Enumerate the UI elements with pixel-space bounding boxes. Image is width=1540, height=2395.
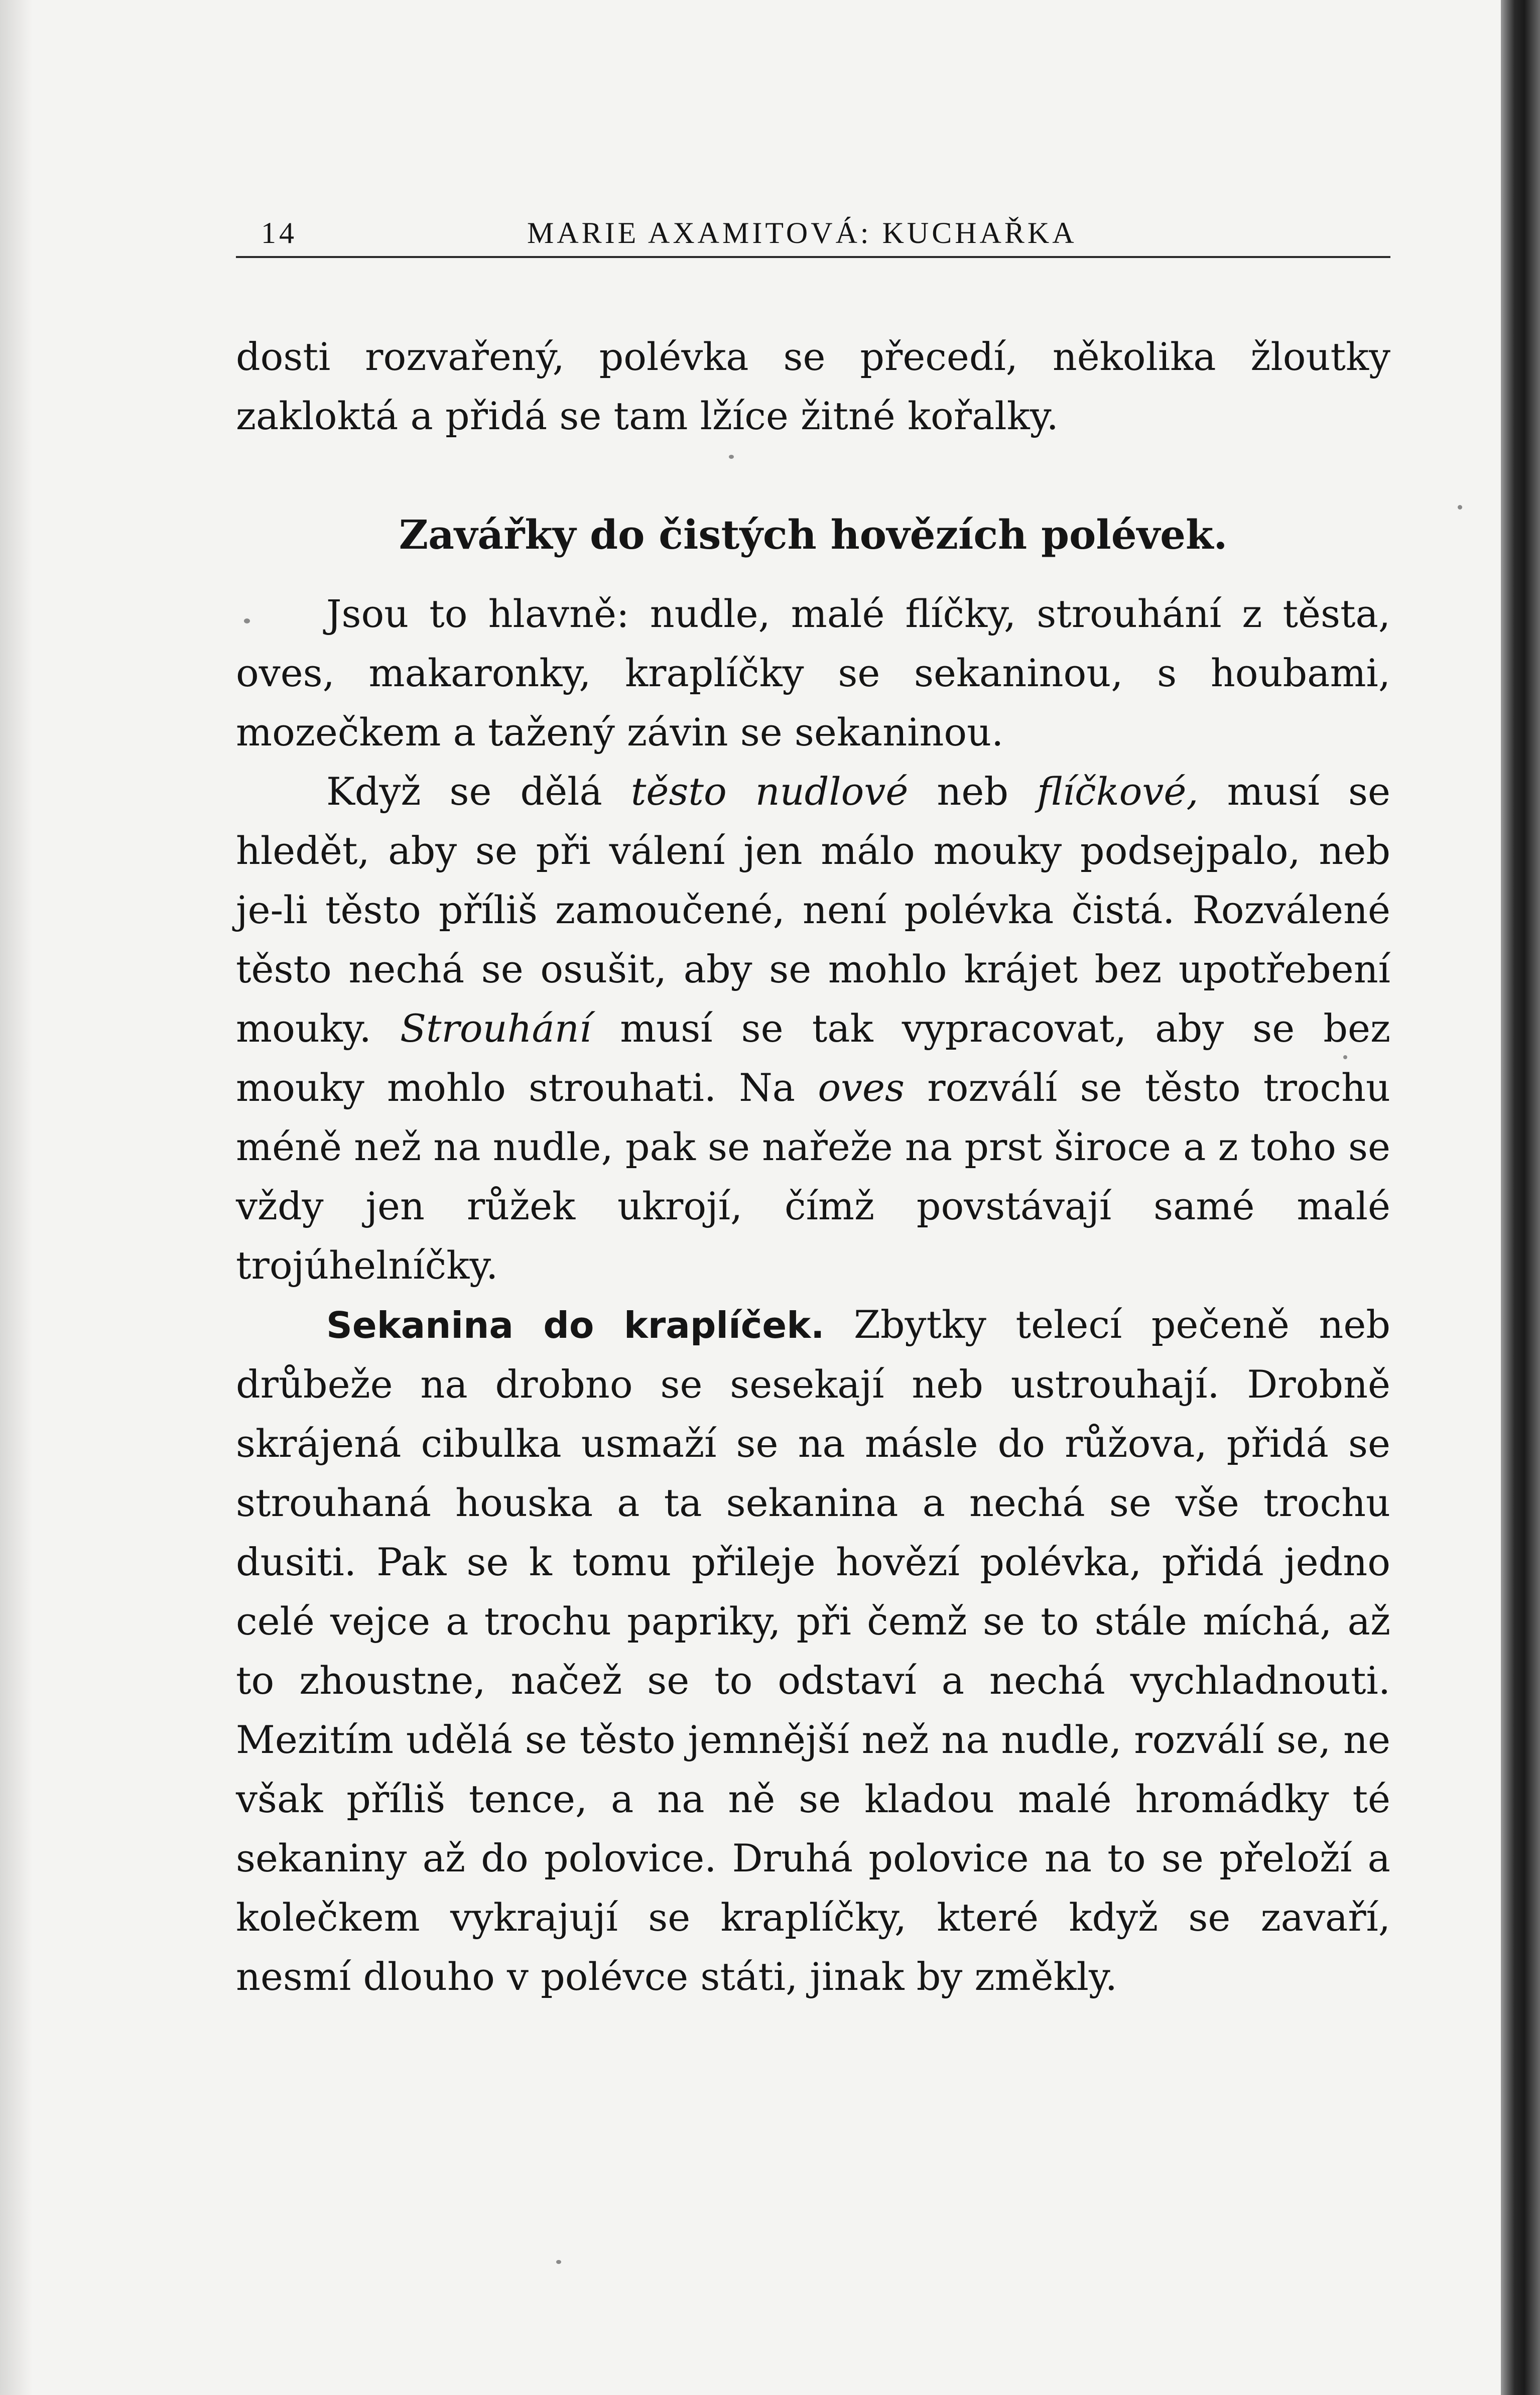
text-run: musí se tak vypracovat, aby se bez mouky mohlo strouhati. Na	[236, 1006, 1390, 1110]
paper-speck	[556, 2260, 561, 2264]
run-in-heading: Sekanina do kraplíček.	[326, 1304, 825, 1346]
paragraph-continuation: dosti rozvařený, polévka se přecedí, několika žloutky zaklоktá a přidá se tam lžíce žitné kořalky.	[236, 334, 1390, 438]
page-number: 14	[261, 216, 297, 249]
book-spine-edge	[1501, 0, 1540, 2395]
italic-term: Strouhání	[400, 1006, 592, 1051]
text-run: Zbytky telecí pečeně neb drůbeže na drobno se sesekají neb ustrouhají. Drobně skrájená cibulka usmaží se na másle do růžova, přidá se strouhaná houska a ta sekanina a nechá se vše trochu dusiti. Pak se k tomu přileje hovězí polévka, přidá jedno celé vejce a trochu papriky, při čemž se to stále míchá, až to zhoustne, načež se to odstaví a nechá vychladnouti. Mezitím udělá se těsto jemnější než na nudle, rozválí se, ne však příliš tence, a na ně se kladou malé hromádky té sekaniny až do polovice. Druhá polovice na to se přeloží a kolečkem vykrajují se kraplíčky, které když se zavaří, nesmí dlouho v polévce státi, jinak by změkly.	[236, 1302, 1390, 1999]
italic-term: těsto nudlové	[630, 769, 909, 814]
running-header	[236, 211, 1390, 258]
text-run: neb	[908, 769, 1038, 814]
book-page	[236, 211, 1390, 2006]
paragraph-sekanina-recipe	[236, 1295, 1390, 2006]
page-left-margin-shadow	[0, 0, 32, 2395]
text-run: rozválí se těsto trochu méně než na nudle, pak se nařeže na prst široce a z toho se vždy jen růžek ukrojí, čímž povstávají samé malé trojúhelníčky.	[236, 1065, 1391, 1288]
italic-term: flíčkové,	[1037, 769, 1199, 814]
page-body	[236, 327, 1390, 2006]
paragraph-dough-instructions	[236, 762, 1390, 1295]
paper-speck	[1458, 505, 1462, 510]
text-run: musí se hledět, aby se při válení jen málo mouky podsejpalo, neb je-li těsto příliš zamoučené, není polévka čistá. Rozválené těsto nechá se osušit, aby se mohlo krájet bez upotřebení mouky.	[236, 769, 1390, 1051]
italic-term: oves	[818, 1065, 905, 1110]
running-title: MARIE AXAMITOVÁ: KUCHAŘKA	[527, 216, 1077, 249]
section-heading: Zavářky do čistých hovězích polévek.	[399, 511, 1228, 558]
text-run: Když se dělá	[326, 769, 631, 814]
paragraph-list-of-garnishes: Jsou to hlavně: nudle, malé flíčky, strouhání z těsta, oves, makaronky, kraplíčky se sekaninou, s houbami, mozečkem a tažený závin se sekaninou.	[236, 591, 1390, 754]
